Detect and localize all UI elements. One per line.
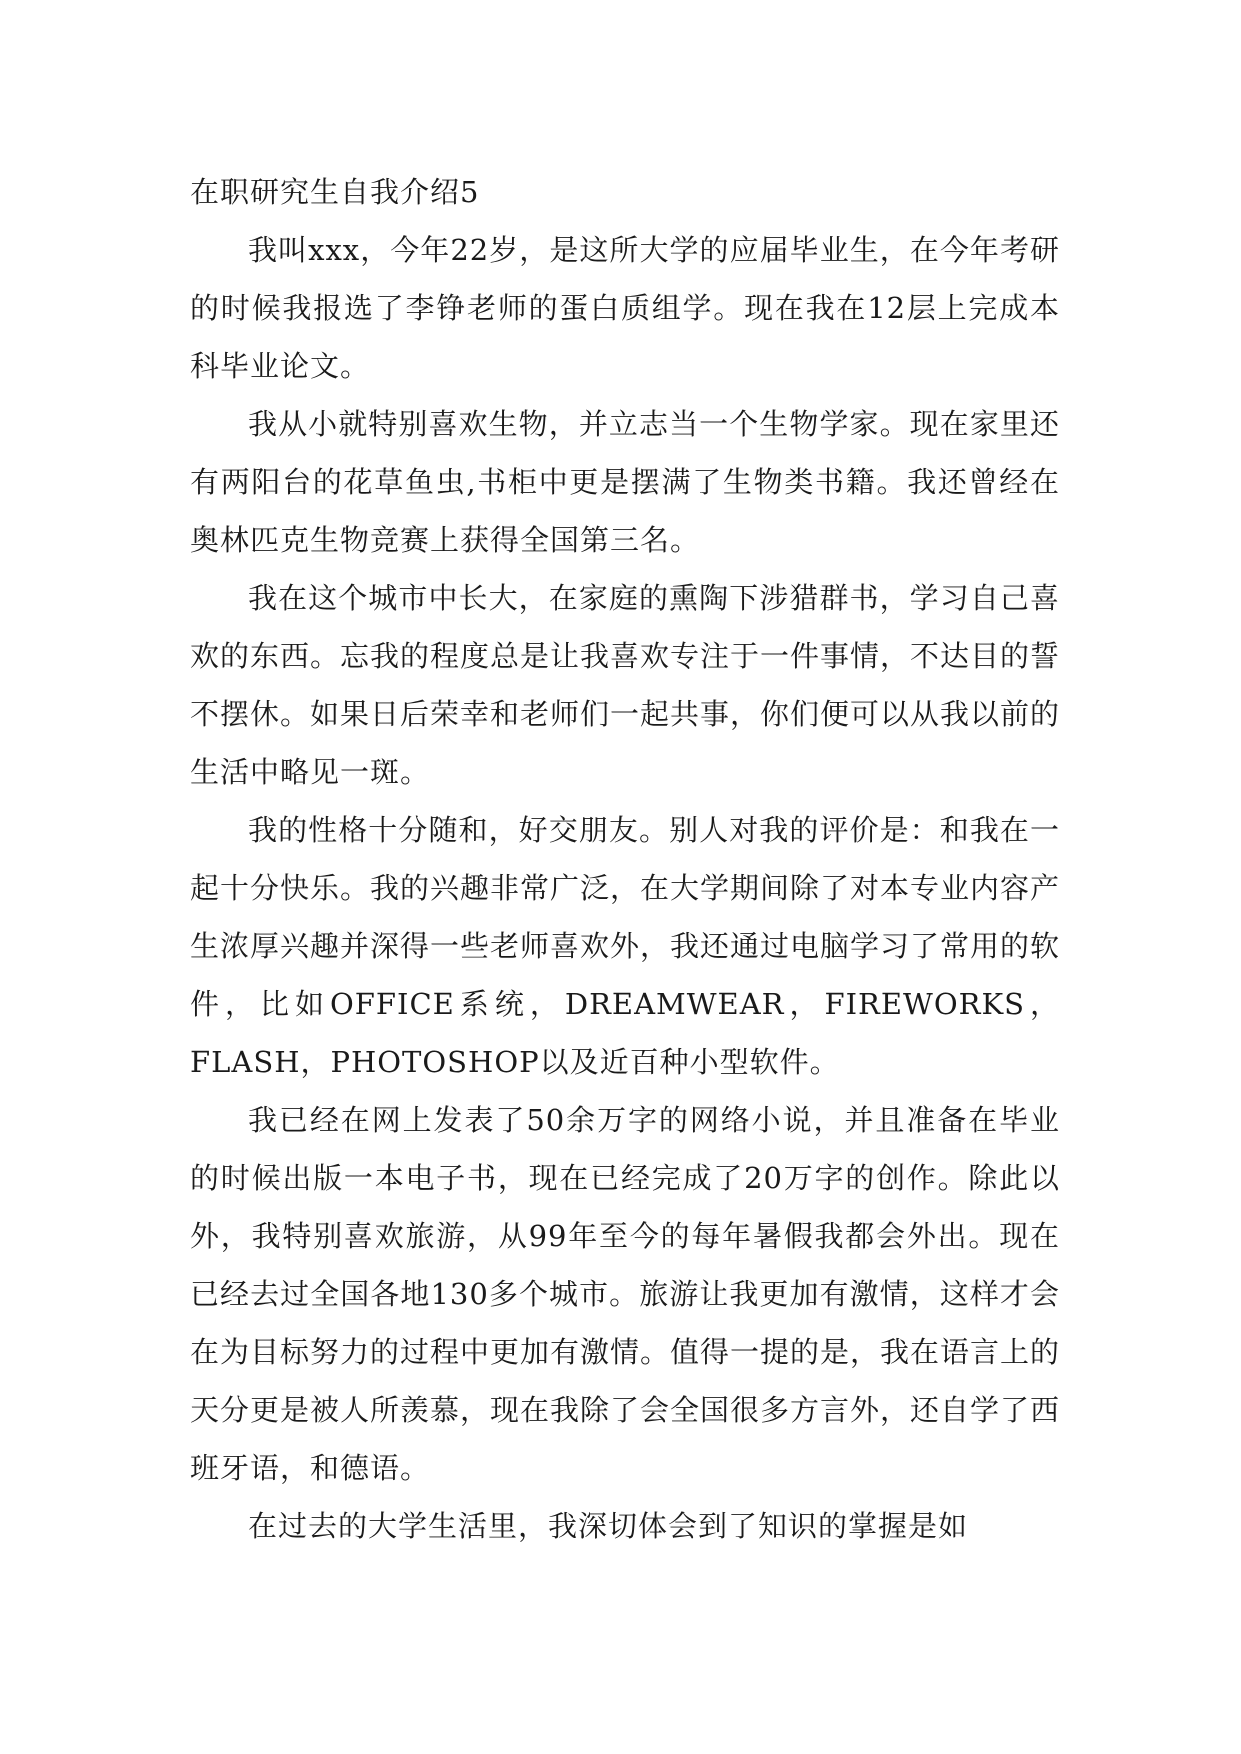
paragraph-introduction: 我叫xxx，今年22岁，是这所大学的应届毕业生，在今年考研的时候我报选了李铮老师的蛋白质组学。现在我在12层上完成本科毕业论文。 — [190, 233, 1060, 383]
document-body — [190, 163, 1060, 1555]
paragraph-personality: 我的性格十分随和，好交朋友。别人对我的评价是：和我在一起十分快乐。我的兴趣非常广泛，在大学期间除了对本专业内容产生浓厚兴趣并深得一些老师喜欢外，我还通过电脑学习了常用的软件，比如OFFICE系统，DREAMWEAR，FIREWORKS，FLASH，PHOTOSHOP以及近百种小型软件。 — [190, 813, 1061, 1079]
paragraph-biology-interest: 我从小就特别喜欢生物，并立志当一个生物学家。现在家里还有两阳台的花草鱼虫,书柜中更是摆满了生物类书籍。我还曾经在奥林匹克生物竞赛上获得全国第三名。 — [190, 407, 1060, 557]
paragraph-writing-travel: 我已经在网上发表了50余万字的网络小说，并且准备在毕业的时候出版一本电子书，现在已经完成了20万字的创作。除此以外，我特别喜欢旅游，从99年至今的每年暑假我都会外出。现在已经去过全国各地130多个城市。旅游让我更加有激情，这样才会在为目标努力的过程中更加有激情。值得一提的是，我在语言上的天分更是被人所羡慕，现在我除了会全国很多方言外，还自学了西班牙语，和德语。 — [190, 1103, 1061, 1485]
paragraph-university-life: 在过去的大学生活里，我深切体会到了知识的掌握是如 — [248, 1509, 969, 1543]
paragraph-upbringing: 我在这个城市中长大，在家庭的熏陶下涉猎群书，学习自己喜欢的东西。忘我的程度总是让我喜欢专注于一件事情，不达目的誓不摆休。如果日后荣幸和老师们一起共事，你们便可以从我以前的生活中略见一斑。 — [190, 581, 1061, 789]
document-title: 在职研究生自我介绍5 — [190, 175, 480, 209]
